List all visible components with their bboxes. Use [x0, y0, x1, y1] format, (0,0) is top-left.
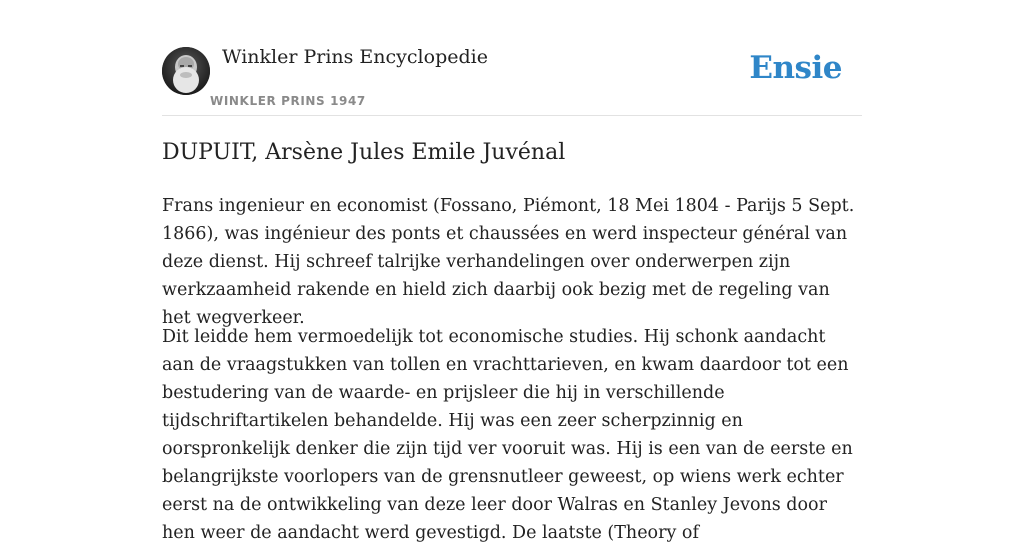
source-header: [162, 0, 862, 116]
portrait-image: [162, 47, 210, 95]
source-title[interactable]: Winkler Prins Encyclopedie: [222, 46, 488, 68]
article-title: DUPUIT, Arsène Jules Emile Juvénal: [162, 140, 566, 165]
article-paragraph: Frans ingenieur en economist (Fossano, Piémont, 18 Mei 1804 - Parijs 5 Sept. 1866), was ingénieur des ponts et chaussées en werd inspecteur général van deze dienst. Hij schreef talrijke verhandelingen over onderwerpen zijn werkzaamheid rakende en hield zich daarbij ook bezig met de regeling van het wegverkeer.: [162, 196, 855, 328]
source-subtitle[interactable]: WINKLER PRINS 1947: [210, 94, 366, 108]
ensie-logo[interactable]: Ensie: [749, 50, 842, 86]
article-paragraph: Dit leidde hem vermoedelijk tot economische studies. Hij schonk aandacht aan de vraagstukken van tollen en vrachttarieven, en kwam daardoor tot een bestudering van de waarde- en prijsleer die hij in verschillende tijdschriftartikelen behandelde. Hij was een zeer scherpzinnig en oorspronkelijk denker die zijn tijd ver vooruit was. Hij is een van de eerste en belangrijkste voorlopers van de grensnutleer geweest, op wiens werk echter eerst na de ontwikkeling van deze leer door Walras en Stanley Jevons door hen weer de aandacht werd gevestigd. De laatste (Theory of: [162, 327, 853, 543]
source-avatar[interactable]: [162, 47, 210, 95]
page-container: [162, 0, 862, 543]
